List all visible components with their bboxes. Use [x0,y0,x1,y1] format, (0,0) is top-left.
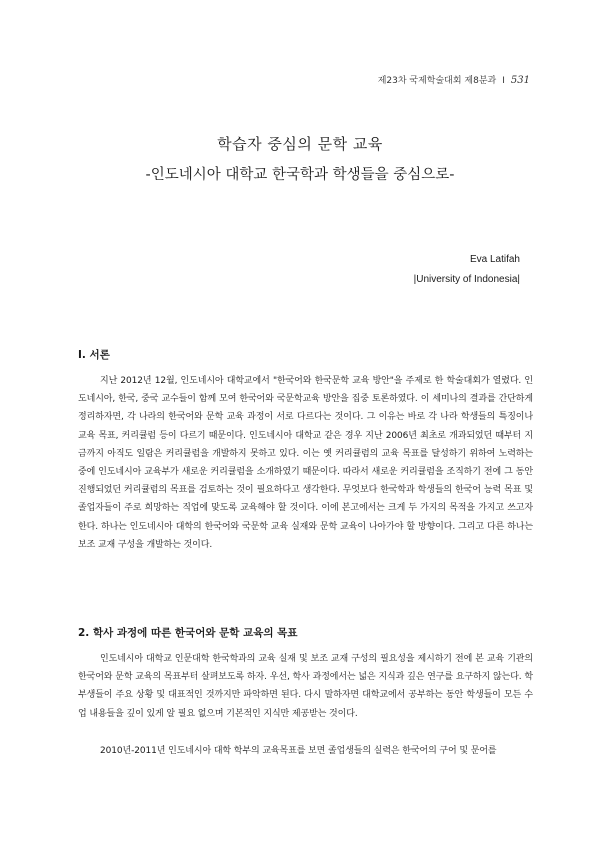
paragraph-goals-1: 인도네시아 대학교 인문대학 한국학과의 교육 실재 및 보조 교재 구성의 필요성을 제시하기 전에 본 교육 기관의 한국어와 문학 교육의 목표부터 살펴보도록 하자. 우선, 학사 과정에서는 넓은 지식과 깊은 연구를 요구하지 않는다. 학부생들이 주요 상황 및 대표적인 것까지만 파악하면 된다. 다시 말하자면 대학교에서 공부하는 동안 학생들이 모든 수업 내용들을 깊이 있게 알 필요 없으며 기본적인 지식만 제공받는 것이다. [78,654,533,719]
paper-title: 학습자 중심의 문학 교육 [217,135,383,153]
author-block [414,254,520,285]
affiliation-text: University of Indonesia [416,274,518,285]
section-heading-goals: 2. 학사 과정에 따른 한국어와 문학 교육의 목표 [78,627,298,639]
running-header [378,73,530,86]
author-name: Eva Latifah [469,254,520,265]
paragraph-goals-2: 2010년-2011년 인도네시아 대학 학부의 교육목표를 보면 졸업생들의 실력은 한국어의 구어 및 문어를 [100,746,497,756]
section-heading-introduction: I. 서론 [78,349,110,361]
paper-subtitle: -인도네시아 대학교 한국학과 학생들을 중심으로- [145,167,455,183]
conference-label: 제23차 국제학술대회 제8분과 [377,76,497,86]
author-affiliation: |University of Indonesia| [413,274,520,285]
header-separator: I [502,76,505,86]
page-number: 531 [510,75,530,86]
title-block [0,133,600,184]
paragraph-introduction: 지난 2012년 12월, 인도네시아 대학교에서 "한국어와 한국문학 교육 방안"을 주제로 한 학술대회가 열렸다. 인도네시아, 한국, 중국 교수들이 함께 모여 한국어와 국문학교육 방안을 집중 토론하였다. 이 세미나의 결과를 간단하게 정리하자면, 각 나라의 한국어와 문학 교육 과정이 서로 다르다는 것이다. 그 이유는 바로 각 나라 학생들의 특징이나 교육 목표, 커리큘럼 등이 다르기 때문이다. 인도네시아 대학교 같은 경우 지난 2006년 최초로 개과되었던 때부터 지금까지 아직도 일람은 커리큘럼을 개발하지 못하고 있다. 이는 옛 커리큘럼의 교육 목표를 달성하기 위하여 노력하는 중에 인도네시아 교육부가 새로운 커리큘럼을 소개하였기 때문이다. 따라서 새로운 커리큘럼을 조직하기 전에 그 동안 진행되었던 커리큘럼의 목표를 검토하는 것이 필요하다고 생각한다. 무엇보다 한국학과 학생들의 한국어 능력 목표 및 졸업자들이 주로 희망하는 직업에 맞도록 교육해야 할 것이다. 이에 본고에서는 크게 두 가지의 목적을 가지고 쓰고자 한다. 하나는 인도네시아 대학의 한국어와 국문학 교육 실재와 문학 교육이 나아가야 할 방향이다. 그리고 다른 하나는 보조 교재 구성을 개발하는 것이다. [78,376,533,550]
